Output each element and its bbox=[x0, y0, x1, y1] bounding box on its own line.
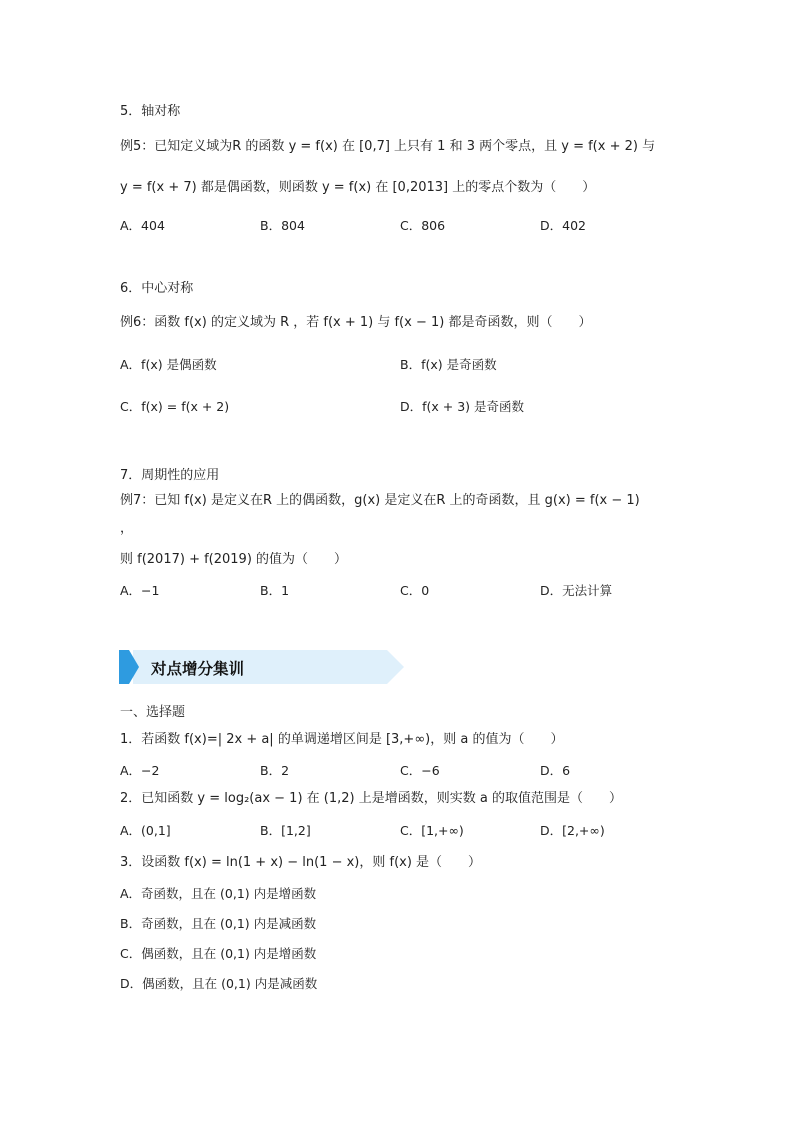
example-7-line-2: 则 f(2017) + f(2019) 的值为（ ） bbox=[120, 552, 348, 567]
example-7-option-b: B．1 bbox=[260, 583, 290, 598]
section-5-heading: 5．轴对称 bbox=[120, 104, 181, 119]
section-6-heading: 6．中心对称 bbox=[120, 281, 194, 296]
problem-2: 2．已知函数 y = log₂(ax − 1) 在 (1,2) 上是增函数，则实数 a 的取值范围是（ ） bbox=[120, 791, 622, 806]
example-5-option-d: D．402 bbox=[540, 218, 586, 233]
problem-1-option-b: B．2 bbox=[260, 763, 290, 778]
section-7-heading: 7．周期性的应用 bbox=[120, 468, 220, 483]
example-7-option-d: D．无法计算 bbox=[540, 583, 613, 598]
problem-1-option-a: A．−2 bbox=[120, 763, 160, 778]
example-7-line-1-tail: ， bbox=[120, 521, 134, 536]
problem-2-option-a: A．(0,1] bbox=[120, 823, 171, 838]
example-7-option-a: A．−1 bbox=[120, 583, 160, 598]
example-6-option-c: C．f(x) = f(x + 2) bbox=[120, 399, 230, 414]
problem-2-option-b: B．[1,2] bbox=[260, 823, 311, 838]
banner-title: 对点增分集训 bbox=[151, 660, 245, 678]
example-6-line-1: 例6：函数 f(x) 的定义域为 R ，若 f(x + 1) 与 f(x − 1) 都是奇函数，则（ ） bbox=[120, 315, 592, 330]
problem-3: 3．设函数 f(x) = ln(1 + x) − ln(1 − x)，则 f(x) 是（ ） bbox=[120, 855, 482, 870]
section-banner bbox=[119, 650, 404, 684]
problem-1-option-d: D．6 bbox=[540, 763, 571, 778]
example-6-option-d: D．f(x + 3) 是奇函数 bbox=[400, 399, 525, 414]
problem-2-option-c: C．[1,+∞) bbox=[400, 823, 464, 838]
example-5-line-1: 例5：已知定义域为R 的函数 y = f(x) 在 [0,7] 上只有 1 和 3 两个零点，且 y = f(x + 2) 与 bbox=[120, 139, 656, 154]
exercise-section-heading: 一、选择题 bbox=[120, 705, 186, 720]
problem-1-option-c: C．−6 bbox=[400, 763, 440, 778]
example-6-option-b: B．f(x) 是奇函数 bbox=[400, 357, 497, 372]
example-6-option-a: A．f(x) 是偶函数 bbox=[120, 357, 217, 372]
example-5-line-2: y = f(x + 7) 都是偶函数，则函数 y = f(x) 在 [0,2013] 上的零点个数为（ ） bbox=[120, 180, 596, 195]
problem-3-option-c: C．偶函数，且在 (0,1) 内是增函数 bbox=[120, 946, 317, 961]
example-5-option-c: C．806 bbox=[400, 218, 446, 233]
example-7-line-1: 例7：已知 f(x) 是定义在R 上的偶函数，g(x) 是定义在R 上的奇函数，且 g(x) = f(x − 1) bbox=[120, 493, 640, 508]
example-5-option-a: A．404 bbox=[120, 218, 165, 233]
problem-3-option-d: D．偶函数，且在 (0,1) 内是减函数 bbox=[120, 976, 318, 991]
problem-2-option-d: D．[2,+∞) bbox=[540, 823, 605, 838]
problem-3-option-a: A．奇函数，且在 (0,1) 内是增函数 bbox=[120, 886, 317, 901]
problem-3-option-b: B．奇函数，且在 (0,1) 内是减函数 bbox=[120, 916, 317, 931]
example-5-option-b: B．804 bbox=[260, 218, 305, 233]
problem-1: 1．若函数 f(x)=| 2x + a| 的单调递增区间是 [3,+∞)，则 a 的值为（ ） bbox=[120, 732, 564, 747]
example-7-option-c: C．0 bbox=[400, 583, 430, 598]
